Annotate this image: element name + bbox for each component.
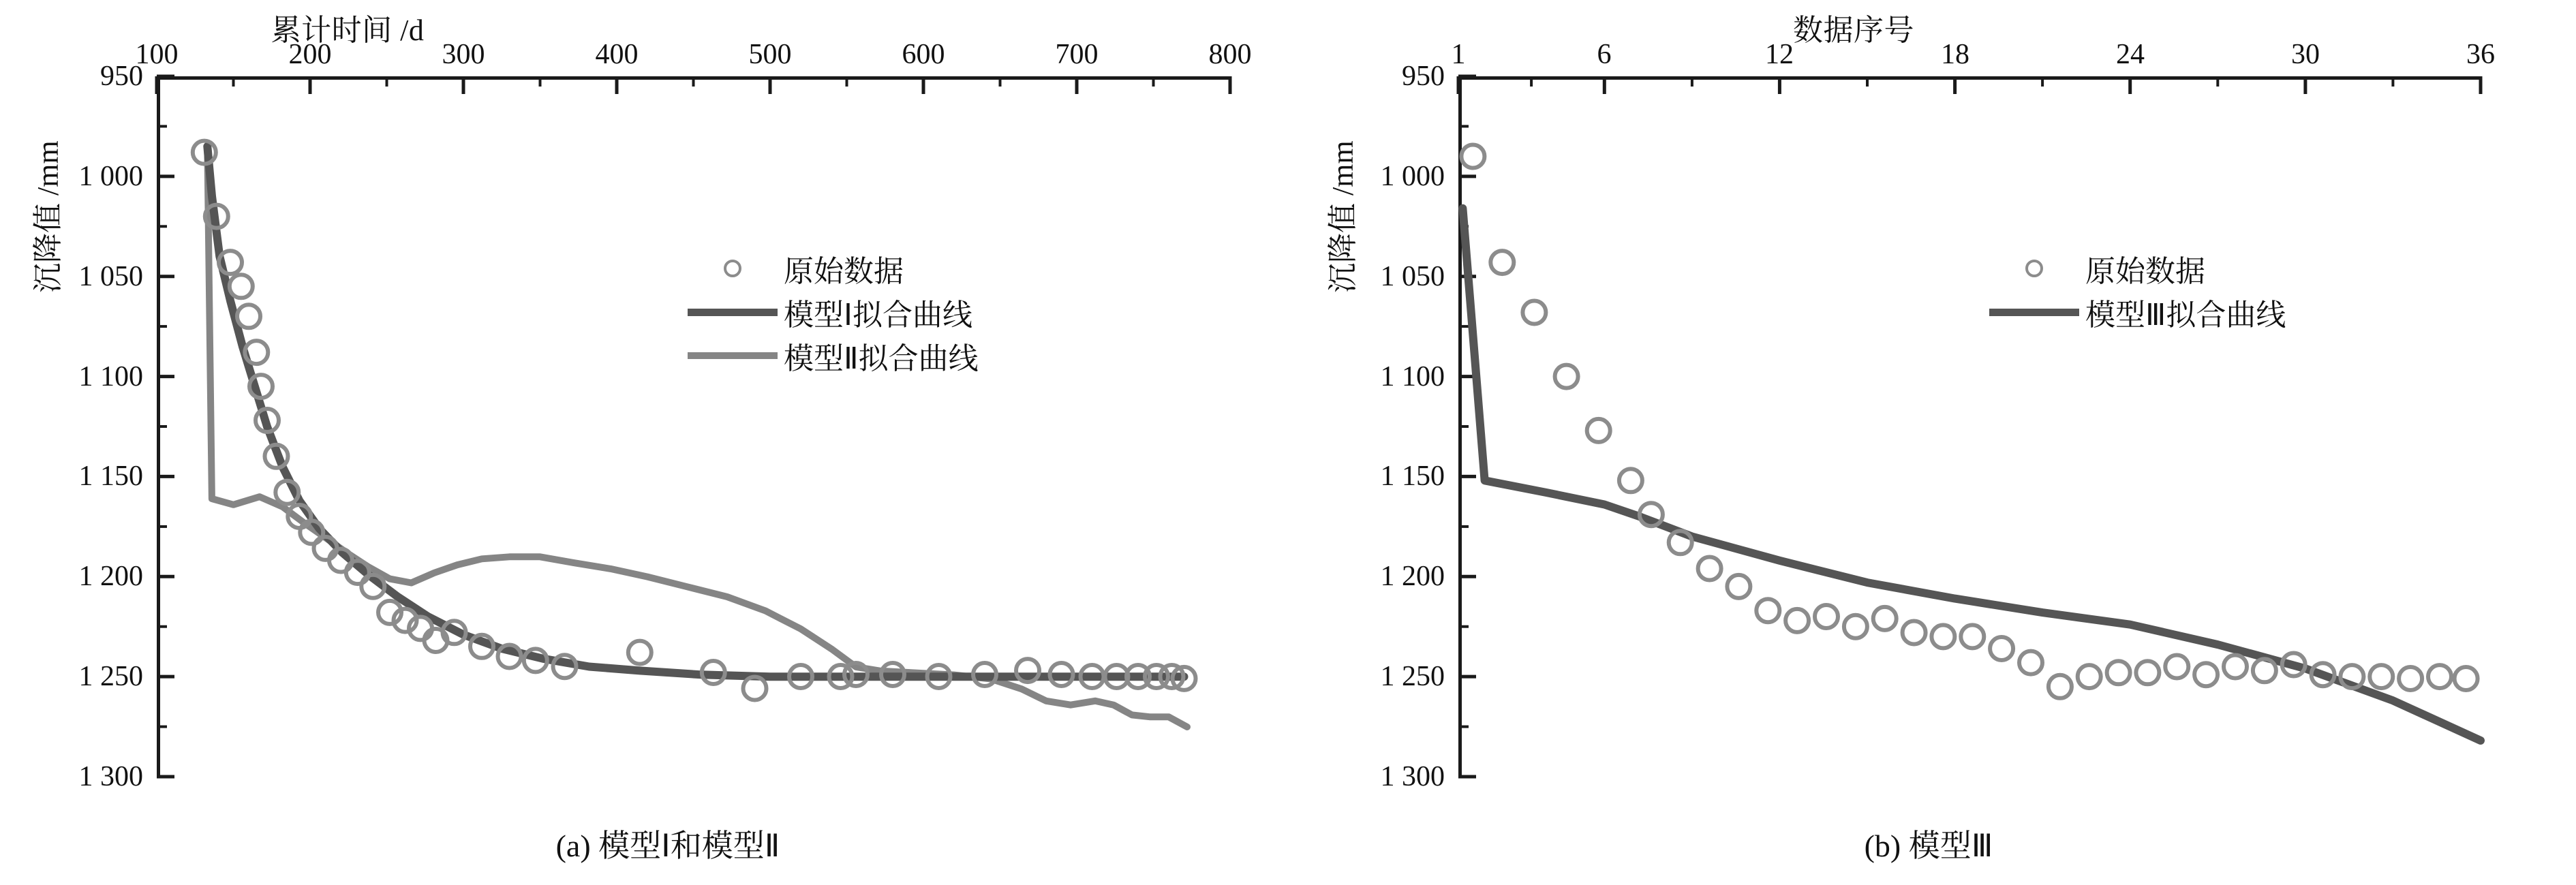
open-circle-marker-icon	[681, 260, 784, 277]
panel-a-xtick-3: 400	[595, 39, 639, 70]
panel-a-ytick-2: 1 050	[78, 261, 143, 292]
legend-label-model-3: 模型Ⅲ拟合曲线	[2085, 298, 2286, 332]
legend-item-model-1	[681, 290, 979, 334]
legend-label-raw-data: 原始数据	[2085, 255, 2205, 288]
panel-a-xtick-6: 700	[1055, 39, 1099, 70]
panel-b-caption: (b) 模型Ⅲ	[1864, 828, 1993, 863]
panel-b-xtick-2: 12	[1765, 39, 1794, 70]
panel-b-ytick-0: 950	[1402, 61, 1445, 92]
legend-label-model-1: 模型Ⅰ拟合曲线	[784, 298, 972, 332]
panel-a-ytick-6: 1 250	[78, 661, 143, 692]
panel-b-xtick-0: 1	[1451, 39, 1466, 70]
panel-b	[1295, 0, 2576, 885]
panel-a-plot-area	[157, 76, 1230, 777]
panel-b-legend	[1983, 247, 2286, 334]
series-raw-data-points	[1461, 145, 2477, 698]
legend-item-model-2	[681, 334, 979, 377]
panel-b-ytick-2: 1 050	[1380, 261, 1445, 292]
panel-a-ytick-0: 950	[100, 61, 143, 92]
line-swatch-icon	[1983, 309, 2085, 316]
panel-a-ytick-7: 1 300	[78, 761, 143, 792]
panel-a-data-layer	[157, 76, 1230, 777]
legend-item-raw-data	[1983, 247, 2286, 290]
panel-a-ytick-5: 1 200	[78, 561, 143, 592]
open-circle-marker-icon	[1983, 260, 2085, 277]
legend-label-raw-data: 原始数据	[784, 255, 904, 288]
series-raw-data-points	[193, 141, 1196, 700]
legend-label-model-2: 模型Ⅱ拟合曲线	[784, 342, 979, 375]
panel-a-x-axis-title: 累计时间 /d	[271, 14, 425, 47]
line-swatch-icon	[681, 352, 784, 359]
panel-a-xtick-5: 600	[902, 39, 945, 70]
panel-b-xtick-4: 24	[2116, 39, 2145, 70]
panel-b-ytick-3: 1 100	[1380, 361, 1445, 392]
panel-b-x-axis-title: 数据序号	[1793, 14, 1914, 47]
panel-b-plot-area	[1458, 76, 2481, 777]
line-swatch-icon	[681, 309, 784, 316]
panel-b-xtick-3: 18	[1941, 39, 1969, 70]
panel-a-xtick-2: 300	[442, 39, 485, 70]
panel-a-y-axis-title: 沉降值 /mm	[31, 140, 65, 293]
legend-item-model-3	[1983, 290, 2286, 334]
series-model-1-line	[207, 146, 1184, 677]
panel-a-xtick-0: 100	[135, 39, 179, 70]
panel-b-ytick-4: 1 150	[1380, 461, 1445, 492]
legend-item-raw-data	[681, 247, 979, 290]
panel-a-ytick-3: 1 100	[78, 361, 143, 392]
panel-a-caption: (a) 模型Ⅰ和模型Ⅱ	[555, 828, 780, 863]
panel-a-xtick-4: 500	[748, 39, 792, 70]
panel-b-xtick-1: 6	[1597, 39, 1612, 70]
panel-b-ytick-5: 1 200	[1380, 561, 1445, 592]
panel-b-ytick-7: 1 300	[1380, 761, 1445, 792]
panel-a-ytick-1: 1 000	[78, 161, 143, 192]
panel-a-xtick-7: 800	[1208, 39, 1252, 70]
panel-a-xtick-1: 200	[288, 39, 332, 70]
panel-b-xtick-6: 36	[2466, 39, 2495, 70]
panel-b-xtick-5: 30	[2291, 39, 2320, 70]
panel-b-y-axis-title: 沉降值 /mm	[1326, 140, 1360, 293]
panel-a-ytick-4: 1 150	[78, 461, 143, 492]
panel-b-ytick-6: 1 250	[1380, 661, 1445, 692]
panel-a-legend	[681, 247, 979, 377]
panel-b-ytick-1: 1 000	[1380, 161, 1445, 192]
series-model-2-line	[207, 146, 1187, 727]
panel-b-data-layer	[1458, 76, 2481, 777]
series-model-3-line	[1462, 208, 2481, 741]
